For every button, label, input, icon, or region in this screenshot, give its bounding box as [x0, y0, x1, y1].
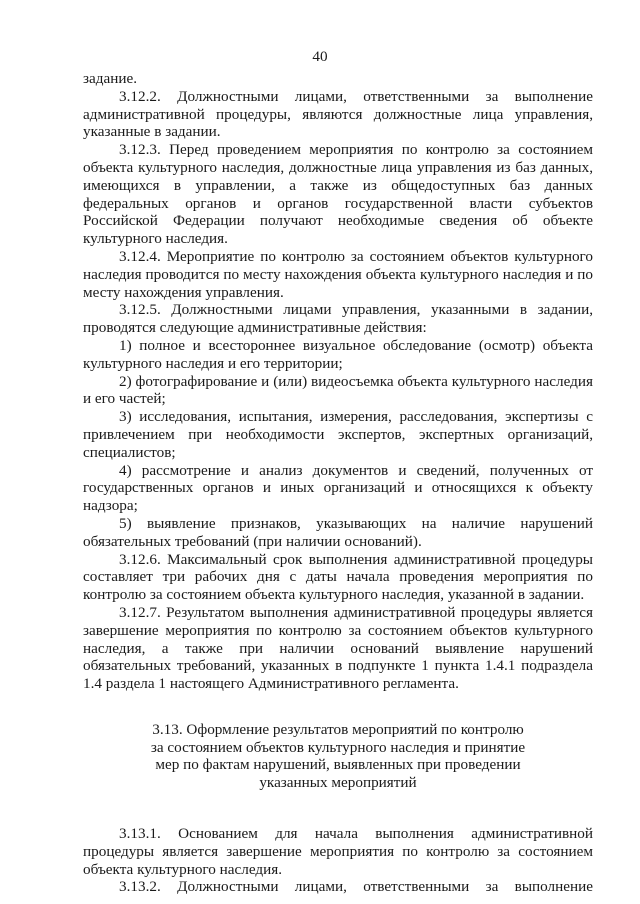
- list-item-3: 3) исследования, испытания, измерения, расследования, экспертизы с привлечением при необходимости экспертов, экспертных организаций, специалистов;: [83, 408, 593, 461]
- paragraph-3-13-1: 3.13.1. Основанием для начала выполнения административной процедуры является завершение мероприятия по контролю за состоянием объекта культурного наследия.: [83, 825, 593, 878]
- list-item-1: 1) полное и всестороннее визуальное обследование (осмотр) объекта культурного наследия и его территории;: [83, 336, 593, 372]
- heading-line: 3.13. Оформление результатов мероприятий по контролю: [152, 720, 524, 738]
- heading-line: указанных мероприятий: [259, 774, 417, 792]
- page-content: [83, 70, 593, 896]
- paragraph-3-12-5: 3.12.5. Должностными лицами управления, указанными в задании, проводятся следующие административные действия:: [83, 301, 593, 337]
- paragraph-3-12-4: 3.12.4. Мероприятие по контролю за состоянием объектов культурного наследия проводится по месту нахождения объекта культурного наследия и по месту нахождения управления.: [83, 247, 593, 301]
- list-item-5: 5) выявление признаков, указывающих на наличие нарушений обязательных требований (при наличии оснований).: [83, 514, 593, 550]
- section-heading-3-13: [83, 721, 593, 792]
- heading-line: за состоянием объектов культурного наследия и принятие: [150, 738, 526, 756]
- list-item-4: 4) рассмотрение и анализ документов и сведений, полученных от государственных органов и иных организаций и относящихся к объекту надзора;: [83, 461, 593, 515]
- paragraph-continuation: задание.: [83, 70, 138, 87]
- heading-line: мер по фактам нарушений, выявленных при проведении: [155, 756, 521, 774]
- paragraph-3-12-3: 3.12.3. Перед проведением мероприятия по контролю за состоянием объекта культурного наследия, должностные лица управления из баз данных, имеющихся в управлении, а также из общедоступных баз данных федеральных органов и органов государственной власти субъектов Российской Федерации получают необходимые сведения об объекте культурного наследия.: [83, 141, 593, 248]
- paragraph-3-12-7: 3.12.7. Результатом выполнения административной процедуры является завершение мероприятия по контролю за состоянием объектов культурного наследия, а также при наличии оснований выявление нарушений обязательных требований, указанных в подпункте 1 пункта 1.4.1 подраздела 1.4 раздела 1 настоящего Административного регламента.: [83, 603, 593, 693]
- paragraph-3-12-6: 3.12.6. Максимальный срок выполнения административной процедуры составляет три рабочих дня с даты начала проведения мероприятия по контролю за состоянием объекта культурного наследия, указанной в задании.: [83, 550, 593, 604]
- list-item-2: 2) фотографирование и (или) видеосъемка объекта культурного наследия и его частей;: [83, 372, 593, 408]
- paragraph-3-13-2: 3.13.2. Должностными лицами, ответственными за выполнение: [119, 878, 593, 896]
- paragraph-3-12-2: 3.12.2. Должностными лицами, ответственными за выполнение административной процедуры, являются должностные лица управления, указанные в задании.: [83, 87, 593, 141]
- page-number: 40: [312, 48, 328, 65]
